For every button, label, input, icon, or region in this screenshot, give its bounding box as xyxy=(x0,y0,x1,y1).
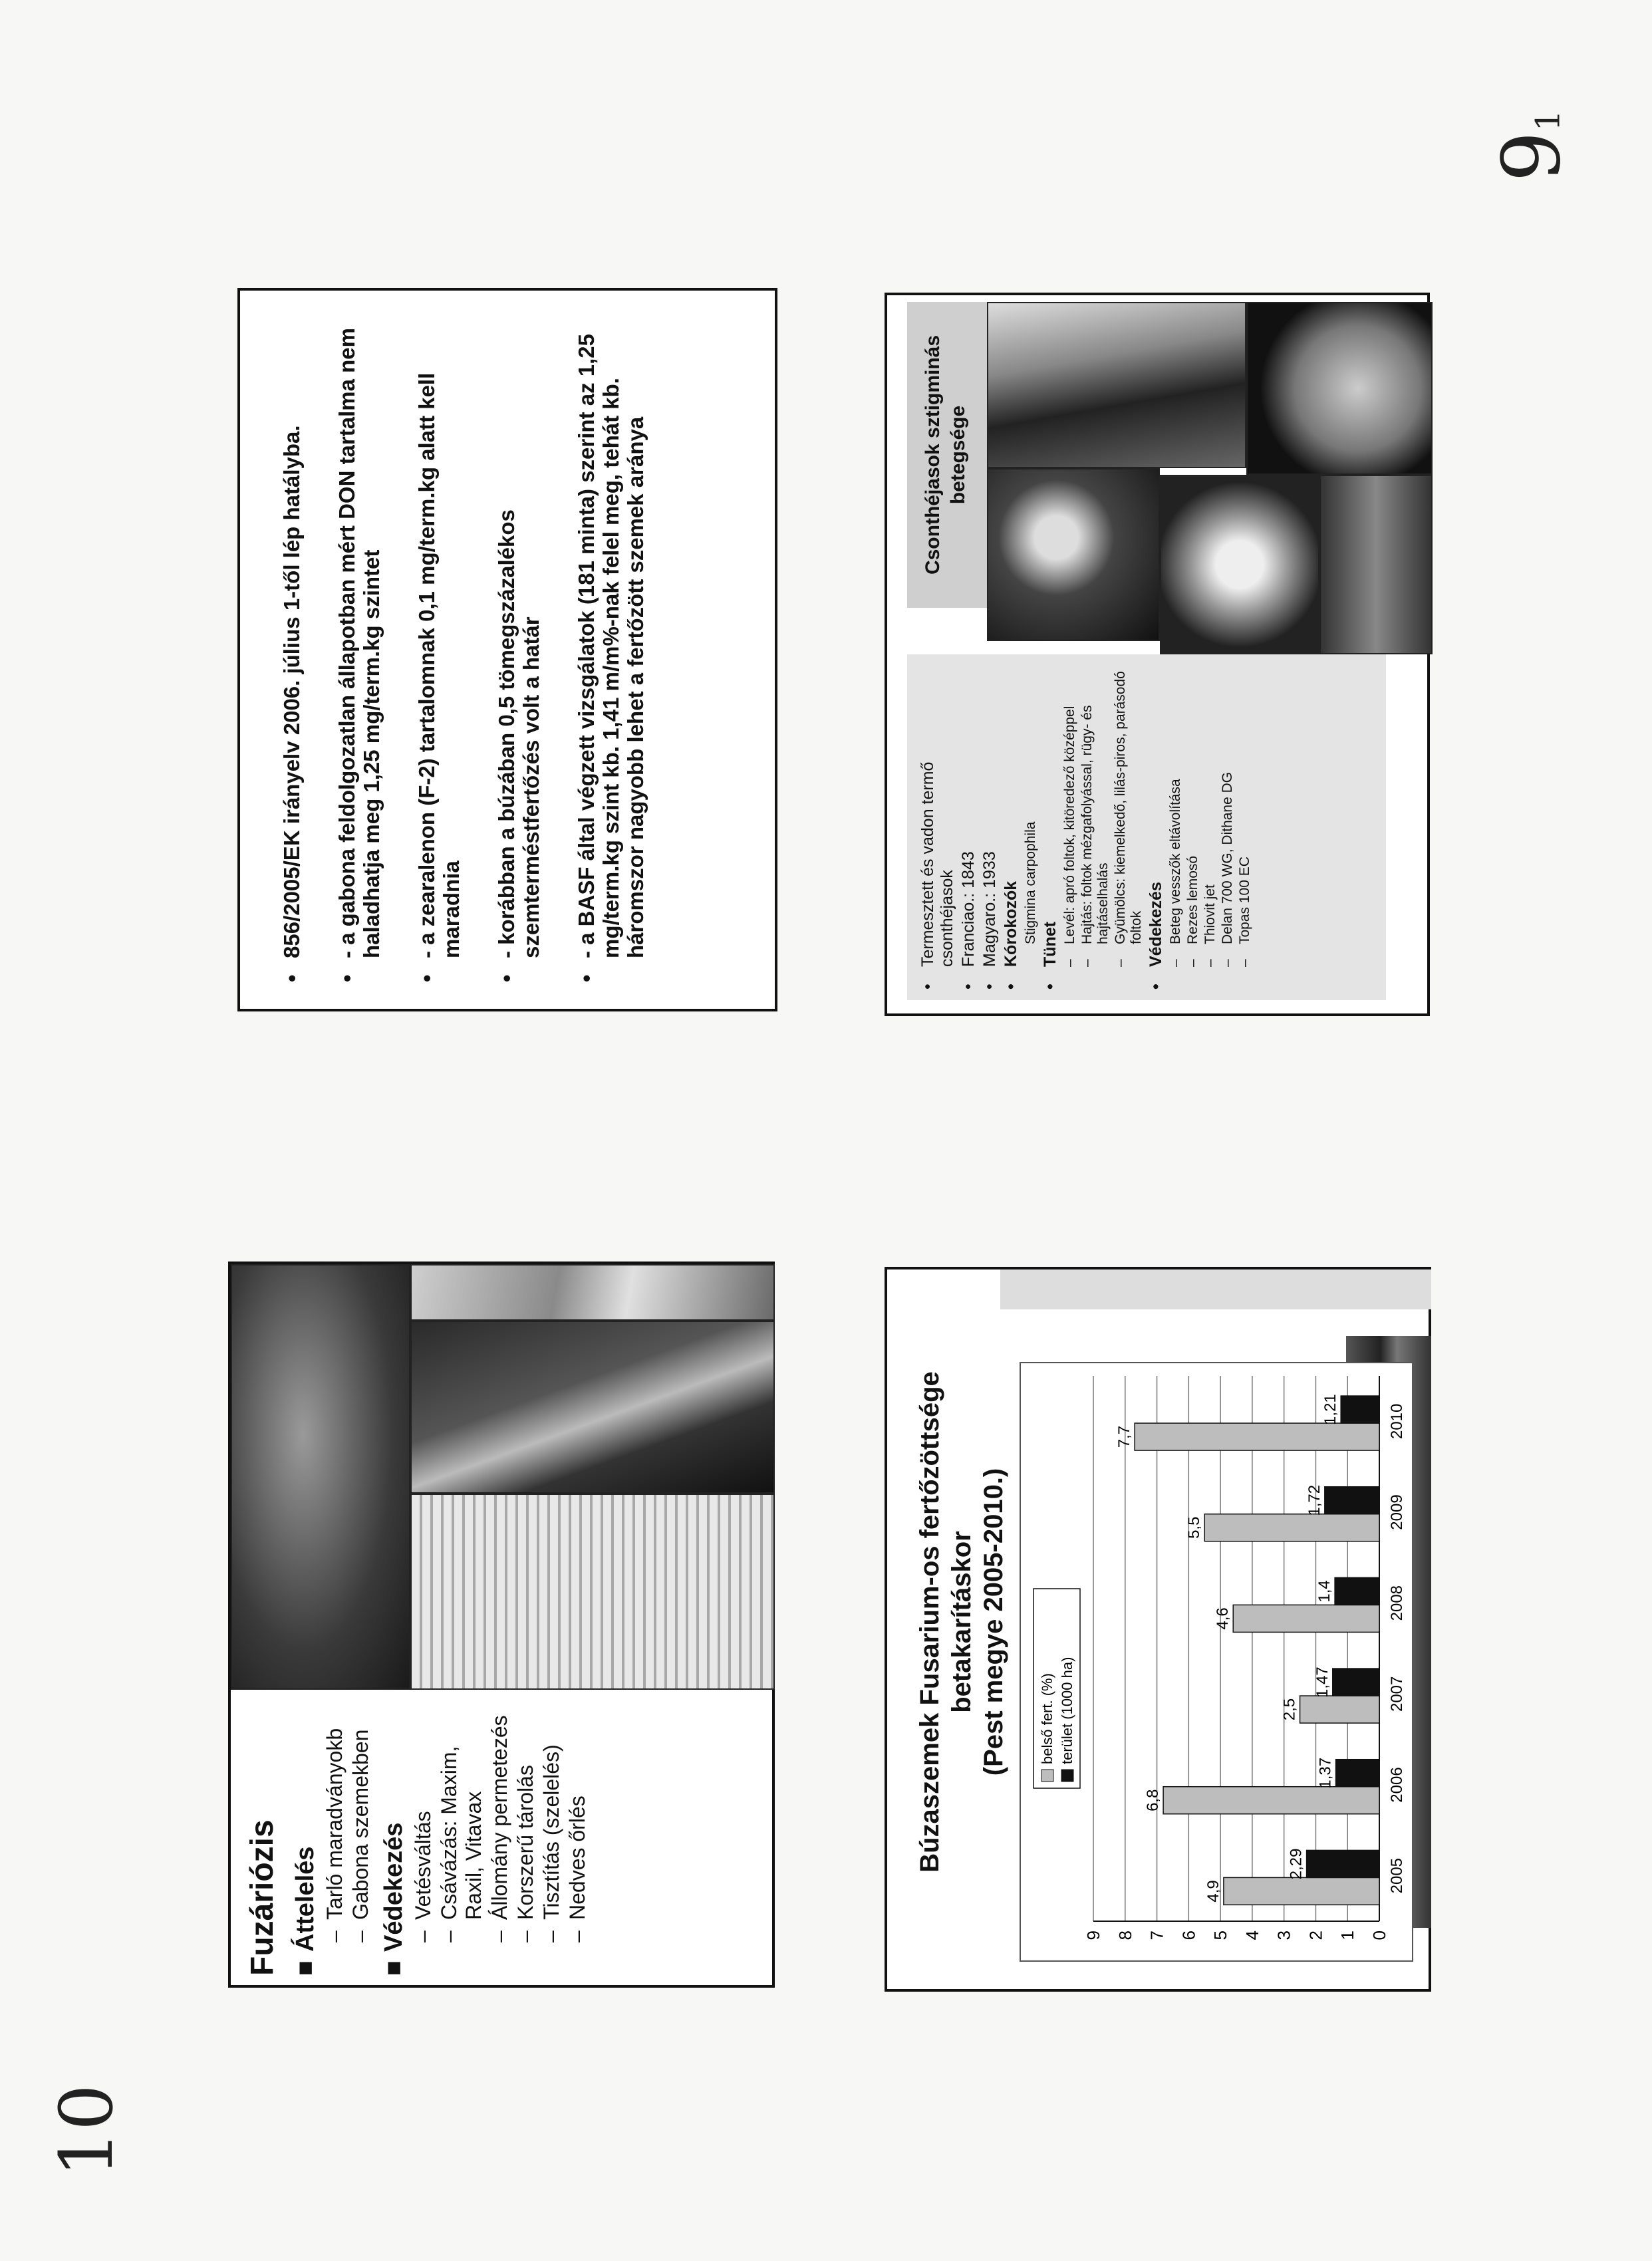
list-item: – Tisztítás (szelelés) xyxy=(539,1744,563,1942)
list-item: – Csávázás: Maxim, Raxil, Vitavax xyxy=(437,1746,485,1942)
photo-spotted-cherries xyxy=(1160,475,1319,654)
slide-wheat-infection-chart xyxy=(885,1267,1431,1992)
list-item: – Nedves őrlés xyxy=(565,1796,589,1942)
data-label: 7,7 xyxy=(1115,1425,1134,1448)
x-tick-label: 2008 xyxy=(1388,1585,1406,1621)
y-tick-label: 3 xyxy=(1274,1930,1294,1940)
slide-stone-fruit xyxy=(885,293,1430,1016)
photo-infected-fruit xyxy=(1246,302,1433,475)
section-label: Védekezés xyxy=(380,1822,408,1952)
section-protection xyxy=(380,1696,408,1976)
photo-infected-twig xyxy=(987,302,1246,468)
chart-svg xyxy=(887,1269,1434,1994)
photo-leaf-lesion xyxy=(1319,475,1433,654)
legend-label: belső fert. (%) xyxy=(1039,1673,1055,1764)
list-item: – Levél: apró foltok, kitöredező középpel xyxy=(1062,706,1077,967)
list-item: – Thiovit jet xyxy=(1202,884,1218,967)
chart-title-line: betakarításkor xyxy=(947,1531,976,1713)
chart-title-line: Búzaszemek Fusarium-os fertőzöttsége xyxy=(915,1371,944,1873)
list-item: Stigmina carpophila xyxy=(1023,821,1038,944)
slide-stone-fruit-text xyxy=(907,654,1386,1000)
data-label: 1,72 xyxy=(1305,1484,1323,1516)
y-tick-label: 1 xyxy=(1337,1930,1358,1940)
data-label: 2,5 xyxy=(1280,1698,1299,1721)
x-tick-label: 2007 xyxy=(1388,1676,1406,1712)
x-tick-label: 2006 xyxy=(1388,1767,1406,1803)
bar xyxy=(1325,1487,1379,1514)
page-number-mark-bottom xyxy=(44,2084,129,2177)
page-number-mark xyxy=(1486,110,1579,182)
photo-wheat-roots xyxy=(410,1321,775,1494)
data-label: 1,4 xyxy=(1315,1580,1334,1603)
legend-label: terület (1000 ha) xyxy=(1059,1657,1075,1764)
data-label: 1,21 xyxy=(1321,1394,1340,1425)
bar xyxy=(1307,1850,1379,1877)
legend-swatch xyxy=(1041,1770,1053,1782)
paragraph: • - a BASF által végzett vizsgálatok (181 minta) szerint az 1,25 mg/term.kg szint kb. 1,41 m/m%-nak felel meg, tehát kb. háromszor nagyobb lehet a fertőzött szemek aránya xyxy=(573,334,648,982)
list-item: – Korszerű tárolás xyxy=(513,1765,537,1942)
page-number-sub: 1 xyxy=(1528,110,1568,132)
bar xyxy=(1163,1787,1379,1814)
data-label: 1,47 xyxy=(1313,1666,1331,1698)
bar xyxy=(1233,1605,1379,1632)
photo-infected-grains xyxy=(231,1264,410,1690)
data-label: 5,5 xyxy=(1185,1516,1204,1539)
y-tick-label: 8 xyxy=(1115,1930,1135,1940)
paragraph: • - korábban a búzában 0,5 tömegszázalékos szemterméstfertőzés volt a határ xyxy=(493,509,543,982)
bar xyxy=(1341,1396,1379,1423)
list-item: – Beteg vesszők eltávolítása xyxy=(1168,779,1183,967)
bar xyxy=(1333,1668,1379,1696)
photo-corn-cobs xyxy=(410,1494,775,1690)
bar xyxy=(1224,1877,1379,1905)
caption-line: betegsége xyxy=(947,405,969,505)
x-tick-label: 2005 xyxy=(1388,1857,1406,1894)
bar xyxy=(1336,1760,1379,1787)
y-tick-label: 4 xyxy=(1242,1930,1262,1940)
paragraph: • - a gabona feldolgozatlan állapotban mért DON tartalma nem haladhatja meg 1,25 mg/term.kg szintet xyxy=(334,328,384,982)
y-tick-label: 9 xyxy=(1083,1930,1103,1940)
list-item: – Delan 700 WG, Dithane DG xyxy=(1220,771,1235,967)
page-number-text: 9 xyxy=(1486,131,1579,182)
data-label: 6,8 xyxy=(1144,1789,1163,1811)
data-label: 4,6 xyxy=(1214,1607,1232,1630)
section-label: Áttelelés xyxy=(291,1846,319,1952)
list-item: – Rezes lemosó xyxy=(1185,855,1200,967)
list-item: • Tünet xyxy=(1041,921,1059,990)
caption-line: Csonthéjasok sztigminás xyxy=(922,334,944,575)
paragraph: • 856/2005/EK irányelv 2006. július 1-től lép hatályba. xyxy=(279,425,304,982)
bar xyxy=(1204,1514,1379,1541)
legend-swatch xyxy=(1061,1770,1073,1782)
data-label: 4,9 xyxy=(1204,1880,1222,1903)
slide-fusarium xyxy=(228,1262,775,1988)
x-tick-label: 2010 xyxy=(1388,1403,1406,1440)
data-label: 1,37 xyxy=(1316,1757,1335,1789)
y-tick-label: 7 xyxy=(1147,1930,1167,1940)
bar xyxy=(1300,1696,1379,1723)
bar xyxy=(1135,1423,1379,1450)
list-item: • Franciao.: 1843 xyxy=(959,851,978,990)
bar xyxy=(1335,1577,1379,1605)
list-item: • Termesztett és vadon termő csonthéjasok xyxy=(918,761,956,990)
slide-fusarium-text xyxy=(244,1696,750,1976)
slide-eu-directive xyxy=(237,288,777,1011)
data-label: 2,29 xyxy=(1287,1848,1306,1880)
y-tick-label: 2 xyxy=(1306,1930,1326,1940)
list-item: – Tarló maradványokb xyxy=(323,1728,346,1942)
chart-title-line: (Pest megye 2005-2010.) xyxy=(979,1468,1008,1776)
list-item: – Gyümölcs: kiemelkedő, lilás-piros, parásodó foltok xyxy=(1113,671,1144,967)
photo-wheat-stem xyxy=(410,1264,775,1321)
section-overwintering xyxy=(291,1696,320,1976)
page-number-bottom-text: 10 xyxy=(43,2084,129,2177)
list-item: – Vetésváltás xyxy=(411,1811,435,1942)
list-item: • Védekezés xyxy=(1147,882,1165,990)
list-item: – Gabona szemekben xyxy=(348,1729,372,1942)
photo-spotted-leaves xyxy=(987,468,1160,641)
caption-box xyxy=(907,302,987,608)
x-tick-label: 2009 xyxy=(1388,1494,1406,1530)
square-bullet-icon: ■ xyxy=(380,1960,408,1976)
y-tick-label: 5 xyxy=(1210,1930,1231,1940)
square-bullet-icon: ■ xyxy=(291,1960,319,1976)
list-item: – Topas 100 EC xyxy=(1237,857,1252,967)
y-tick-label: 0 xyxy=(1369,1930,1389,1940)
list-item: – Hajtás: foltok mézgafolyással, rügy- és hajtáselhalás xyxy=(1079,705,1111,967)
list-item: • Kórokozók xyxy=(1002,880,1020,990)
list-item: • Magyaro.: 1933 xyxy=(980,851,999,990)
slide-fusarium-title: Fuzáriózis xyxy=(245,1819,280,1976)
list-item: – Állomány permetezés xyxy=(487,1715,511,1942)
y-tick-label: 6 xyxy=(1178,1930,1199,1940)
slide-eu-directive-text xyxy=(280,317,746,982)
paragraph: • - a zearalenon (F-2) tartalomnak 0,1 mg/term.kg alatt kell maradnia xyxy=(414,372,464,982)
